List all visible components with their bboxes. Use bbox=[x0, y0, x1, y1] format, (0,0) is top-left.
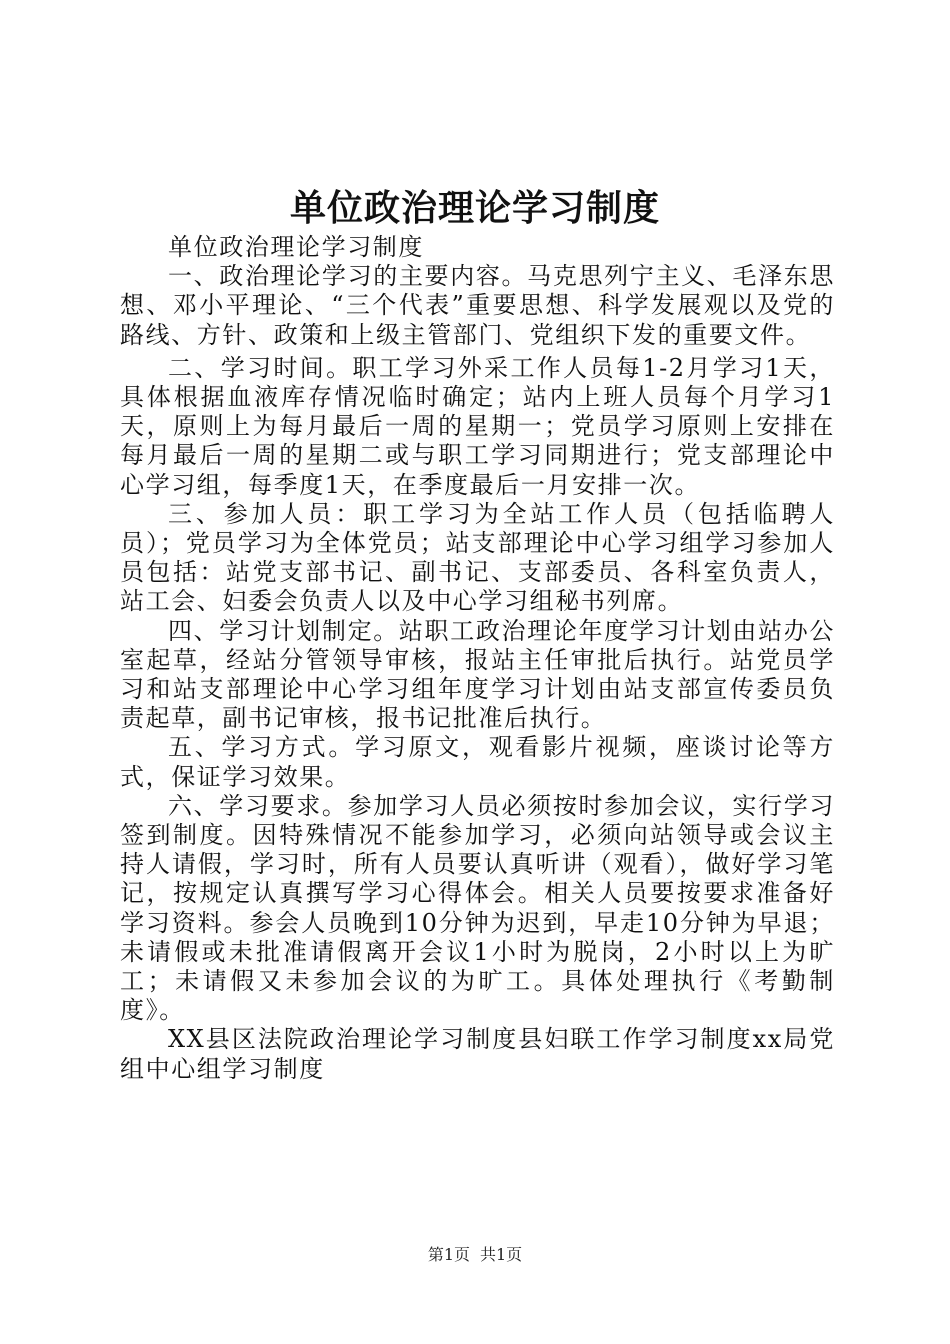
page-number: 第1页 bbox=[427, 1245, 470, 1264]
paragraph-study-time: 二、学习时间。职工学习外采工作人员每1-2月学习1天，具体根据血液库存情况临时确定；站内上班人员每个月学习1天，原则上为每月最后一周的星期一；党员学习原则上安排在每月最后一周的星期二或与职工学习同期进行；党支部理论中心学习组，每季度1天，在季度最后一月安排一次。 bbox=[120, 353, 835, 499]
document-body bbox=[120, 233, 835, 1084]
paragraph-participants: 三、参加人员：职工学习为全站工作人员（包括临聘人员）；党员学习为全体党员；站支部理论中心学习组学习参加人员包括：站党支部书记、副书记、支部委员、各科室负责人，站工会、妇委会负责人以及中心学习组秘书列席。 bbox=[120, 499, 835, 616]
paragraph-study-content: 一、政治理论学习的主要内容。马克思列宁主义、毛泽东思想、邓小平理论、“三个代表”重要思想、科学发展观以及党的路线、方针、政策和上级主管部门、党组织下发的重要文件。 bbox=[120, 262, 835, 349]
page-footer bbox=[0, 1244, 950, 1266]
page-total: 共1页 bbox=[480, 1245, 523, 1264]
paragraph-study-requirements: 六、学习要求。参加学习人员必须按时参加会议，实行学习签到制度。因特殊情况不能参加学习，必须向站领导或会议主持人请假，学习时，所有人员要认真听讲（观看），做好学习笔记，按规定认真撰写学习心得体会。相关人员要按要求准备好学习资料。参会人员晚到10分钟为迟到，早走10分钟为早退；未请假或未批准请假离开会议1小时为脱岗，2小时以上为旷工；未请假又未参加会议的为旷工。具体处理执行《考勤制度》。 bbox=[120, 791, 835, 1025]
paragraph-subtitle: 单位政治理论学习制度 bbox=[168, 233, 424, 261]
paragraph-study-plan: 四、学习计划制定。站职工政治理论年度学习计划由站办公室起草，经站分管领导审核，报站主任审批后执行。站党员学习和站支部理论中心学习组年度学习计划由站支部宣传委员负责起草，副书记审核，报书记批准后执行。 bbox=[120, 616, 835, 733]
paragraph-related-links: XX县区法院政治理论学习制度县妇联工作学习制度xx局党组中心组学习制度 bbox=[120, 1025, 835, 1083]
document-title: 单位政治理论学习制度 bbox=[289, 187, 660, 229]
paragraph-study-method: 五、学习方式。学习原文，观看影片视频，座谈讨论等方式，保证学习效果。 bbox=[120, 733, 835, 791]
